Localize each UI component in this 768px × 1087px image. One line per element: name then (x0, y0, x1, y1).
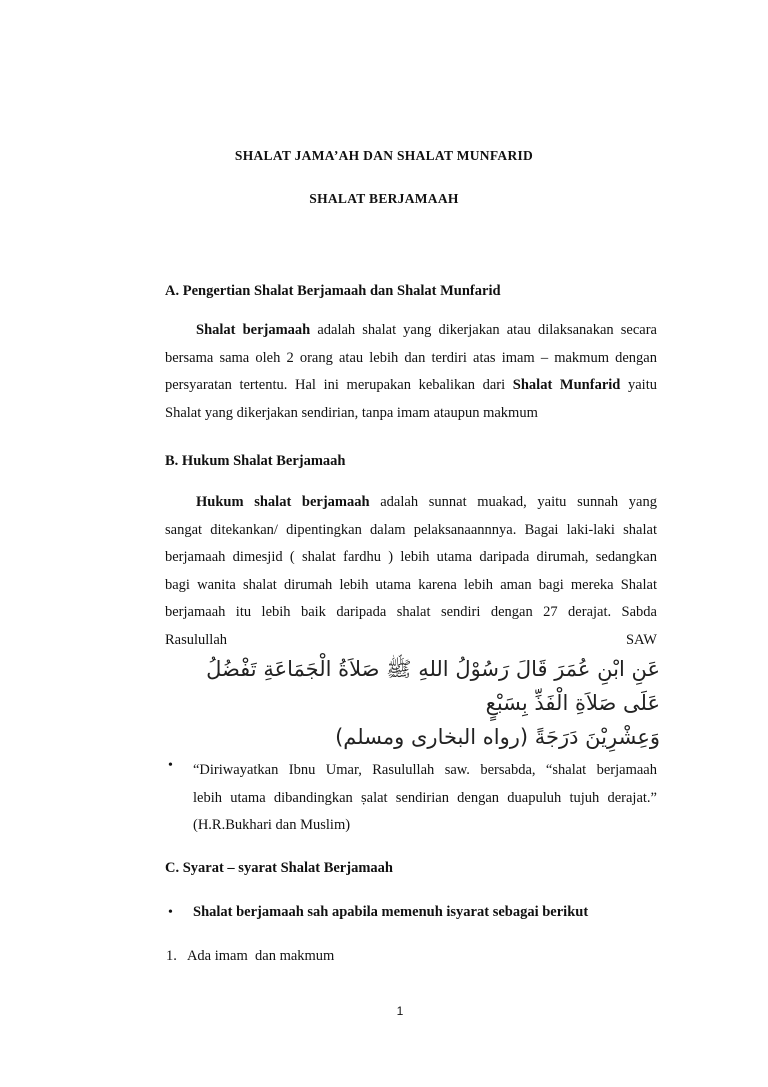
section-a-heading: A. Pengertian Shalat Berjamaah dan Shalat Munfarid (165, 283, 501, 299)
bullet-icon: • (168, 905, 173, 920)
text: adalah shalat yang dikerjakan atau dilaksanakan secara (310, 322, 657, 338)
text: adalah sunnat muakad, yaitu sunnah yang (369, 494, 657, 510)
text: bersama sama oleh 2 orang atau lebih dan terdiri atas imam – makmum dengan (165, 349, 657, 366)
text: yaitu (620, 377, 657, 393)
text: SAW (625, 631, 657, 648)
text: sangat ditekankan/ dipentingkan dalam pelaksanaannnya. Bagai laki-laki shalat (165, 521, 657, 538)
text: “Diriwayatkan Ibnu Umar, Rasulullah saw. bersabda, “shalat berjamaah (193, 762, 657, 778)
syarat-intro: Shalat berjamaah sah apabila memenuh isyarat sebagai berikut (193, 904, 589, 920)
text: Shalat yang dikerjakan sendirian, tanpa imam ataupun makmum (165, 404, 538, 421)
term-shalat-berjamaah: Shalat berjamaah (196, 322, 311, 338)
text: berjamaah dimesjid ( shalat fardhu ) lebih utama daripada dirumah, sedangkan (165, 549, 657, 565)
section-b-heading: B. Hukum Shalat Berjamaah (165, 453, 346, 469)
text: persyaratan tertentu. Hal ini merupakan kebalikan dari (165, 377, 513, 393)
text: Rasulullah (165, 631, 228, 648)
list-item: 1. Ada imam dan makmum (166, 948, 335, 964)
arabic-line: وَعِشْرِيْنَ دَرَجَةً (رواه البخارى ومسلم) (335, 725, 660, 749)
bullet-icon: • (168, 758, 173, 773)
text: (H.R.Bukhari dan Muslim) (193, 817, 351, 833)
text: berjamaah itu lebih baik daripada shalat sendiri dengan 27 derajat. Sabda (165, 604, 657, 620)
text: bagi wanita shalat dirumah lebih utama karena lebih aman bagi mereka Shalat (165, 576, 657, 593)
term-shalat-munfarid: Shalat Munfarid (512, 377, 621, 393)
section-a-paragraph (165, 317, 657, 427)
document-title: SHALAT JAMA’AH DAN SHALAT MUNFARID (234, 148, 534, 163)
document-subtitle: SHALAT BERJAMAAH (309, 191, 459, 206)
arabic-line: عَنِ ابْنِ عُمَرَ قَالَ رَسُوْلُ اللهِ ﷺ صَلاَةُ الْجَمَاعَةِ تَفْضُلُ عَلَى صَلاَةِ الْفَذِّ بِسَبْعٍ (206, 657, 660, 715)
term-hukum: Hukum shalat berjamaah (196, 494, 370, 510)
page-number: 1 (396, 1004, 404, 1018)
text: lebih utama dibandingkan ṣalat sendirian dengan duapuluh tujuh derajat.” (193, 789, 657, 806)
arabic-hadith-image (170, 652, 660, 754)
section-c-heading: C. Syarat – syarat Shalat Berjamaah (165, 860, 393, 876)
hadith-translation (193, 757, 657, 840)
section-b-paragraph (165, 489, 657, 654)
